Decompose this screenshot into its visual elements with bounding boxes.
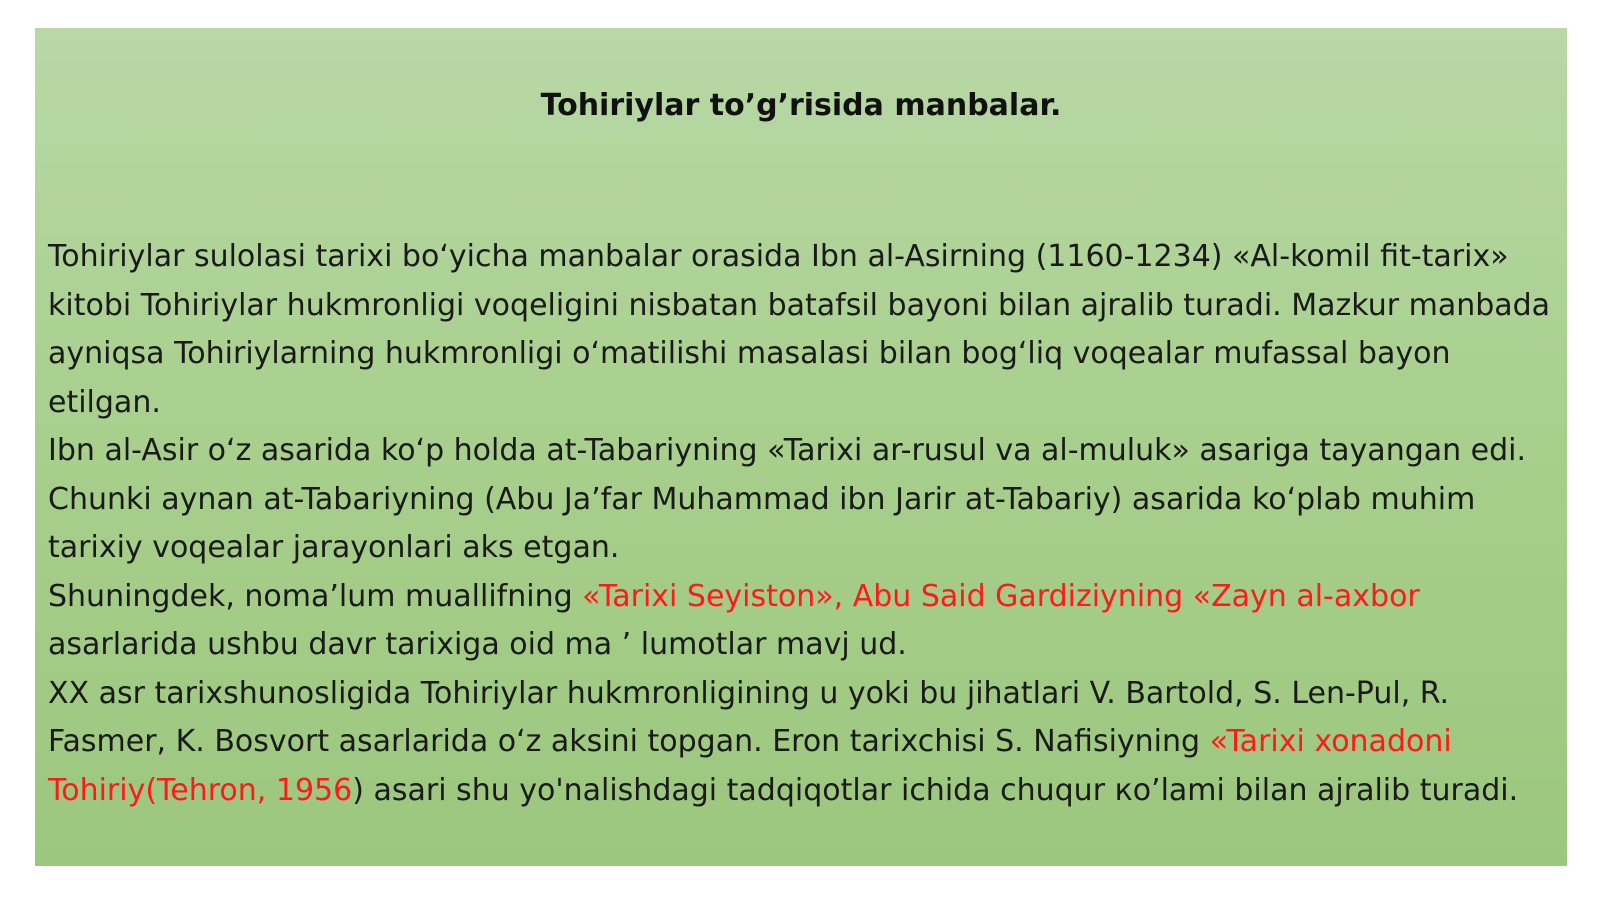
paragraph-text: XX asr tarixshunosligida Tohiriylar hukmronligining u yoki bu jihatlari V. Bartold, S. Len-Pul, R. Fasmer, K. Bosvort asarlarida o‘z aksini topgan. Eron tarixchisi S. Nafisiyning — [48, 675, 1450, 759]
slide-body — [48, 233, 1563, 815]
paragraph-3 — [48, 573, 1563, 670]
paragraph-2 — [48, 427, 1563, 573]
highlighted-source-title: «Tarixi xonadoni Tohiriy(Tehron, 1956 — [48, 724, 1452, 808]
paragraph-text: Ibn al-Asir o‘z asarida ko‘p holda at-Tabariyning «Tarixi ar-rusul va al-muluk» asariga tayangan edi. Chunki aynan at-Tabariyning (Abu Ja’far Muhammad ibn Jarir at-Tabariy) asarida ko‘plab muhim tarixiy voqealar jarayonlari aks etgan. — [48, 433, 1527, 565]
paragraph-text: Tohiriylar sulolasi tarixi bo‘yicha manbalar orasida Ibn al-Asirning (1160-1234) «Al-komil fit-tarix» kitobi Tohiriylar hukmronligi voqeligini nisbatan batafsil bayoni bilan ajralib turadi. Mazkur manbada ayniqsa Tohiriylarning hukmronligi o‘matilishi masalasi bilan bog‘liq voqealar mufassal bayon etilgan. — [48, 239, 1551, 420]
paragraph-text: Shuningdek, noma’lum muallifning — [48, 578, 583, 614]
paragraph-text: ) asari shu yo'nalishdagi tadqiqotlar ichida chuqur кo’lami bilan ajralib turadi. — [352, 772, 1519, 808]
slide-panel — [35, 28, 1567, 866]
highlighted-source-title: «Tarixi Seyiston», Abu Said Gardiziyning «Zayn al-axbor — [582, 578, 1420, 614]
slide-title: Tohiriylar to’g’risida manbalar. — [540, 88, 1062, 123]
paragraph-4 — [48, 670, 1563, 816]
paragraph-1 — [48, 233, 1563, 427]
paragraph-text: asarlarida ushbu davr tarixiga oid ma ’ lumotlar mavj ud. — [48, 627, 907, 662]
